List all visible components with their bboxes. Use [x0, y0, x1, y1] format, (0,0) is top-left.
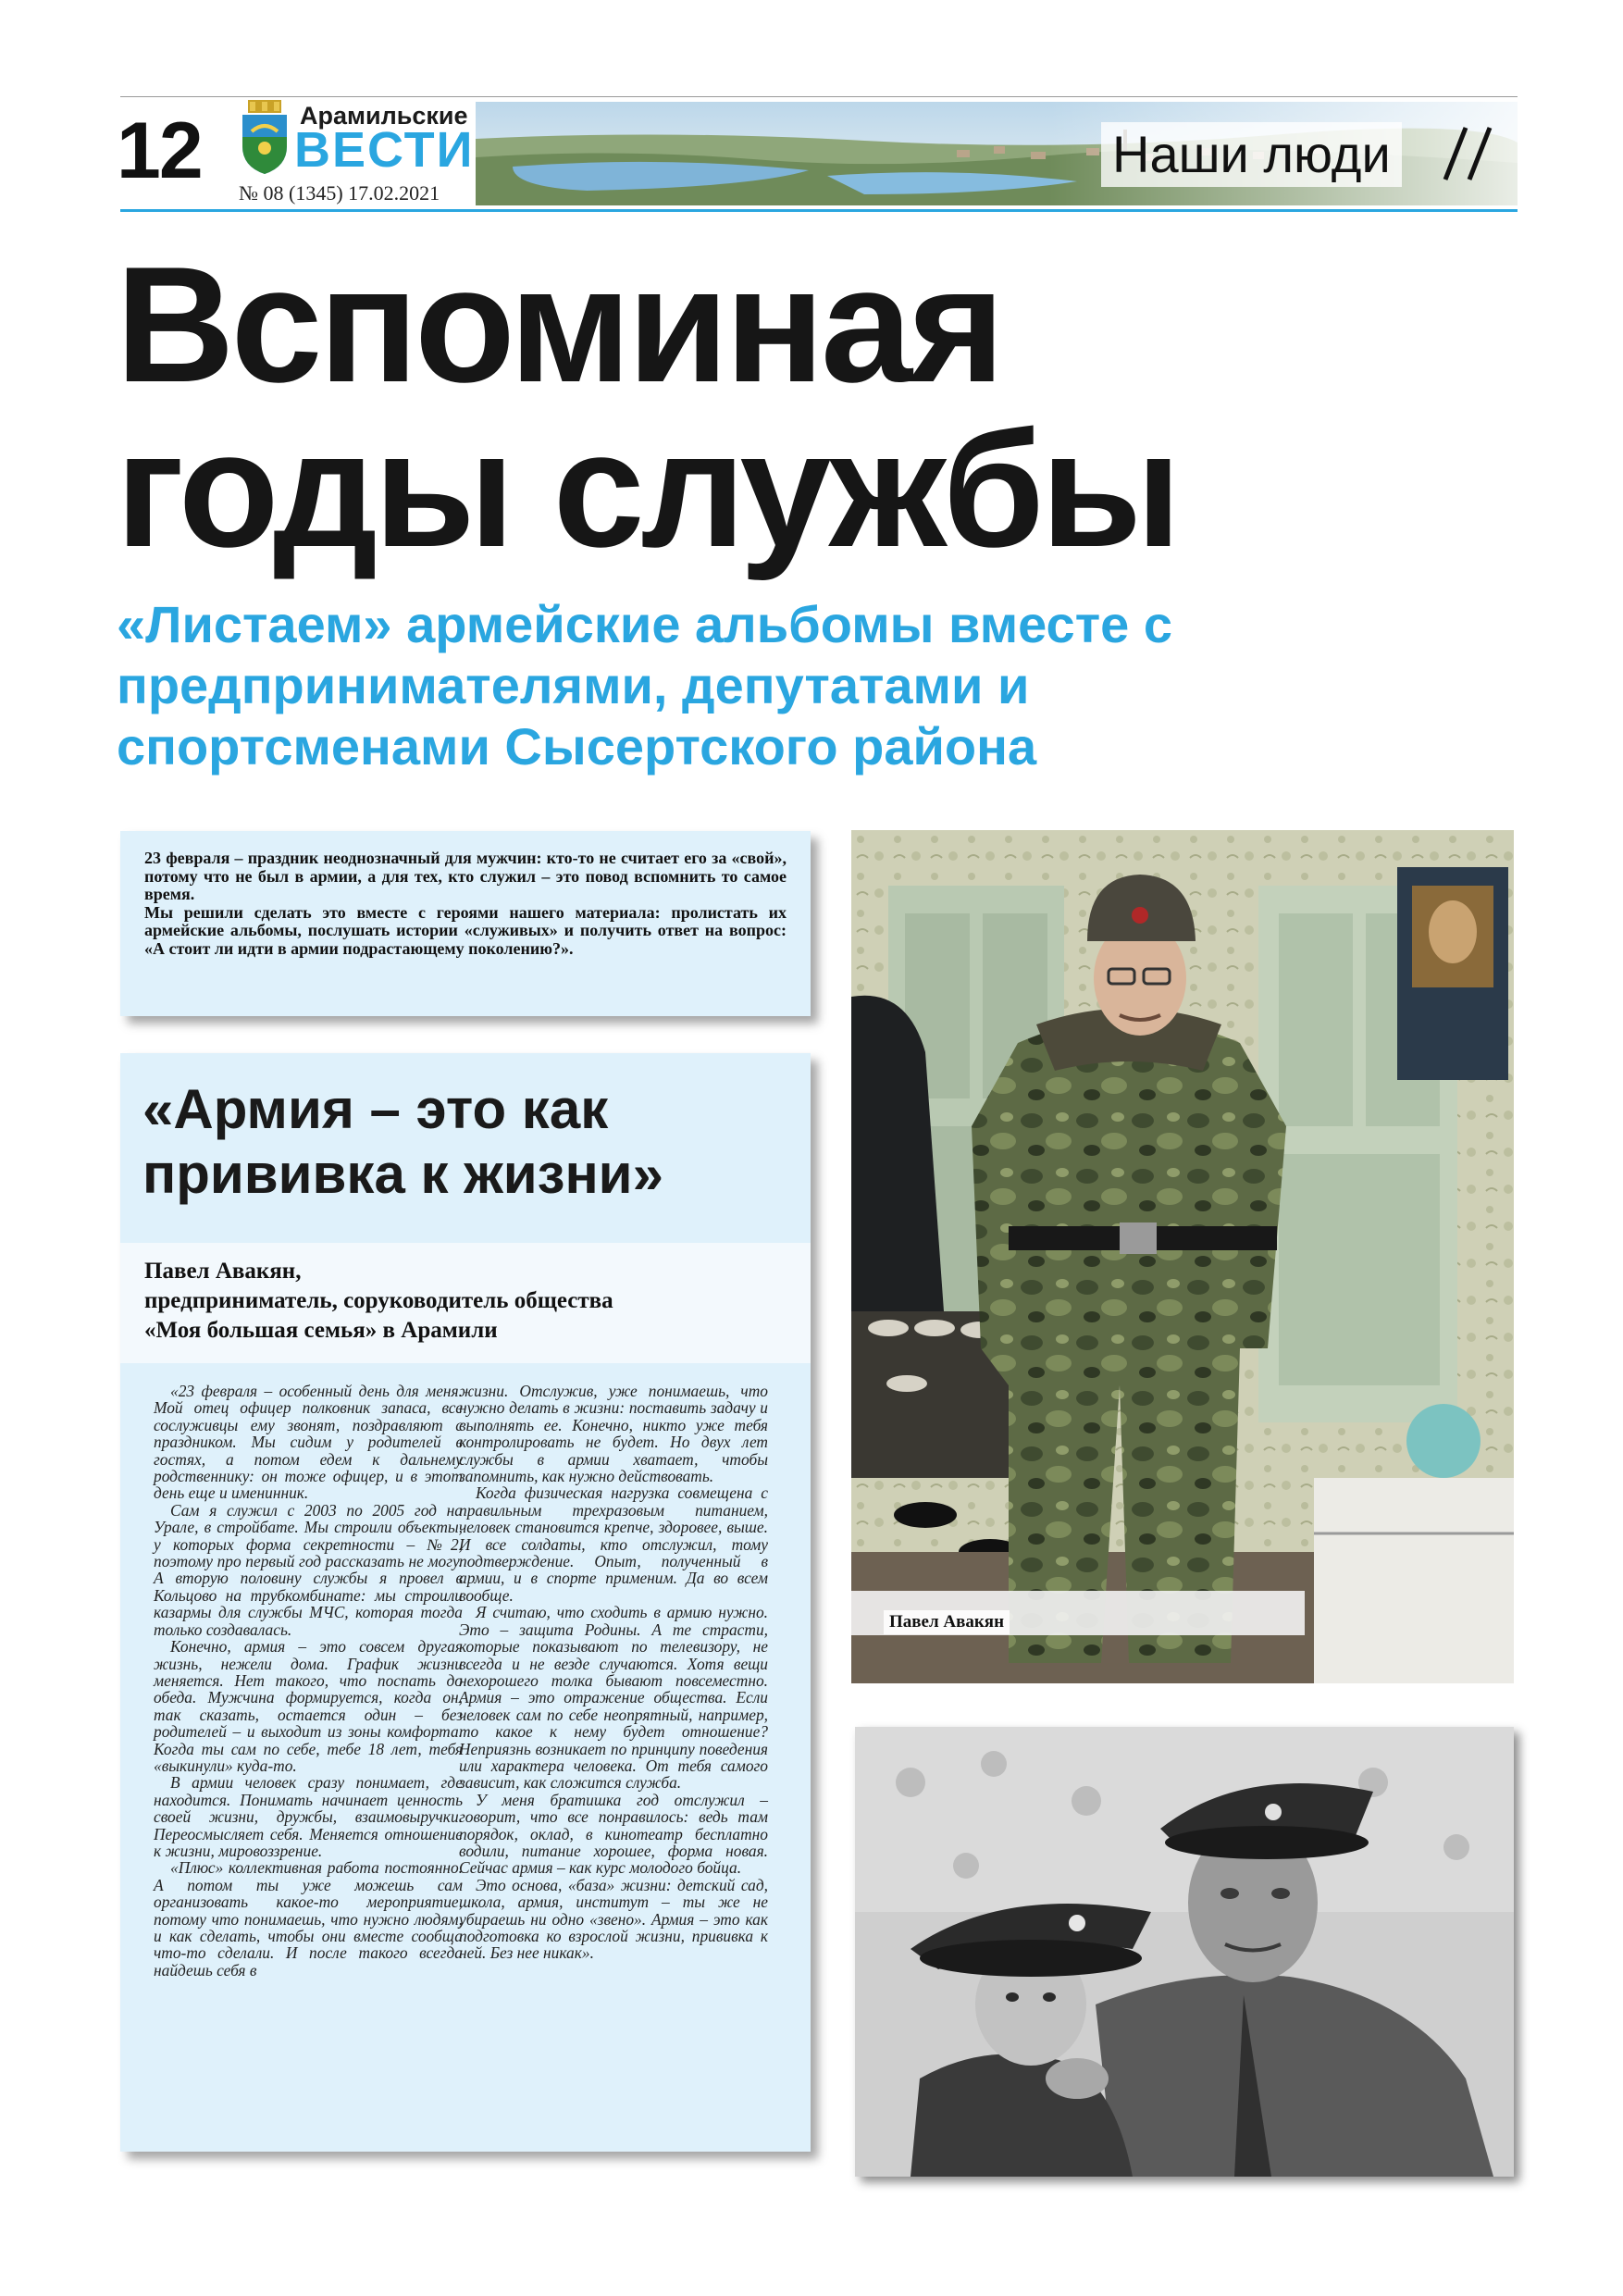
article-paragraph: «23 февраля – особенный день для меня. Мой отец офицер полковник запаса, все сослуживцы ему звонят, поздравляют с праздником. Мы сидим у родителей в гостях, а потом едем к дальнему родственнику: он тоже офицер, и в этот день еще и именинник. [154, 1382, 463, 1503]
double-slash-icon [1442, 124, 1497, 183]
article-title: «Армия – это как прививка к жизни» [142, 1078, 663, 1205]
article-column-left [154, 1383, 463, 1979]
soldier-photo [851, 830, 1514, 1683]
header-top-rule [120, 96, 1518, 97]
byline-role: предприниматель, соруководитель общества [144, 1288, 613, 1313]
article-paragraph: Когда физическая нагрузка совмещена с правильным трехразовым питанием, человек становится крепче, здоровее, выше. И все солдаты, кто отслужил, тому подтверждение. Опыт, полученный в армии, и в спорте применим. Да во всем вообще. [459, 1483, 768, 1605]
article-paragraph: «Плюс» коллективная работа постоянно. А потом ты уже можешь сам организовать какое-то мероприятие, потому что понимаешь, что нужно людям, и как сделать, чтобы они вместе сообща что-то сделали. И после такого всегда найдешь себя в [154, 1858, 463, 1980]
intro-paragraph: 23 февраля – праздник неоднозначный для мужчин: кто-то не считает его за «свой», потому что не был в армии, а для тех, кто служил – это повод вспомнить то самое время. [144, 849, 787, 903]
headline-line-2: годы службы [116, 397, 1178, 581]
paper-name: ВЕСТИ [294, 122, 475, 178]
article-paragraph: Это основа, «база» жизни: детский сад, школа, армия, институт – ты же не убираешь ни одно «звено». Армия – это как подготовка ко взрослой жизни, прививка к ней. Без нее никак». [459, 1875, 768, 1963]
issue-info: № 08 (1345) 17.02.2021 [239, 181, 440, 205]
paper-name-top: Арамильские [300, 102, 468, 130]
header-bottom-rule [120, 209, 1518, 212]
byline-org: «Моя большая семья» в Арамили [144, 1318, 498, 1343]
article-paragraph: Я считаю, что сходить в армию нужно. Это – защита Родины. А те страсти, которые показывают по телевизору, не всегда и не везде случаются. Хотя вещи нехорошего толка бывают повсеместно. Армия – это отражение общества. Если человек сам по себе неопрятный, например, то какое к нему будет отношение? Неприязнь возникает по принципу поведения или характера человека. От тебя самого зависит, как сложится служба. [459, 1603, 768, 1793]
article-paragraph: Сам я служил с 2003 по 2005 год на Урале, в стройбате. Мы строили объекты, у которых форма секретности – №2, поэтому про первый год рассказать не могу. А вторую половину службы я провел в Кольцово на трубкомбинате: мы строили казармы для службы МЧС, которая тогда только создавалась. [154, 1500, 463, 1639]
photo-caption: Павел Авакян [884, 1610, 1010, 1634]
page-number: 12 [117, 106, 202, 195]
article-paragraph: жизни. Отслужив, уже понимаешь, что нужно делать в жизни: поставить задачу и выполнять ее. Конечно, никто уже тебя контролировать не будет. Но двух лет службы в армии хватает, чтобы запомнить, как нужно действовать. [459, 1382, 768, 1486]
article-panel [120, 1053, 811, 2152]
coat-of-arms-icon [239, 100, 291, 174]
officer-with-child-photo [855, 1727, 1514, 2177]
article-paragraph: У меня братишка год отслужил – говорит, что все понравилось: ведь там порядок, оклад, в кинотеатр бесплатно водили, питание хорошее, форма новая. Сейчас армия – как курс молодого бойца. [459, 1790, 768, 1878]
byline [144, 1257, 792, 1346]
article-paragraph: В армии человек сразу понимает, где находится. Понимать начинает ценность своей жизни, дружбы, взаимовыручки. Переосмысляет себя. Меняется отношение к жизни, мировоззрение. [154, 1773, 463, 1860]
article-paragraph: Конечно, армия – это совсем другая жизнь, нежели дома. График жизни меняется. Нет такого, что поспать до обеда. Мужчина формируется, когда он, так сказать, остается один – без родителей – и выходит из зоны комфорта. Когда ты сам по себе, тебе 18 лет, тебя «выкинули» куда-то. [154, 1637, 463, 1775]
intro-box [120, 831, 811, 1016]
headline [116, 232, 1178, 581]
section-rubric: Наши люди [1101, 122, 1402, 187]
subheadline: «Листаем» армейские альбомы вместе с предпринимателями, депутатами и спортсменами Сысертского района [117, 595, 1172, 776]
headline-line-1: Вспоминая [116, 232, 1001, 416]
article-column-right [459, 1383, 768, 1962]
intro-text [144, 850, 787, 958]
intro-paragraph: Мы решили сделать это вместе с героями нашего материала: пролистать их армейские альбомы, послушать истории «служивых» и получить ответ на вопрос: «А стоит ли идти в армии подрастающему поколению?». [144, 902, 787, 958]
byline-name: Павел Авакян, [144, 1259, 302, 1284]
